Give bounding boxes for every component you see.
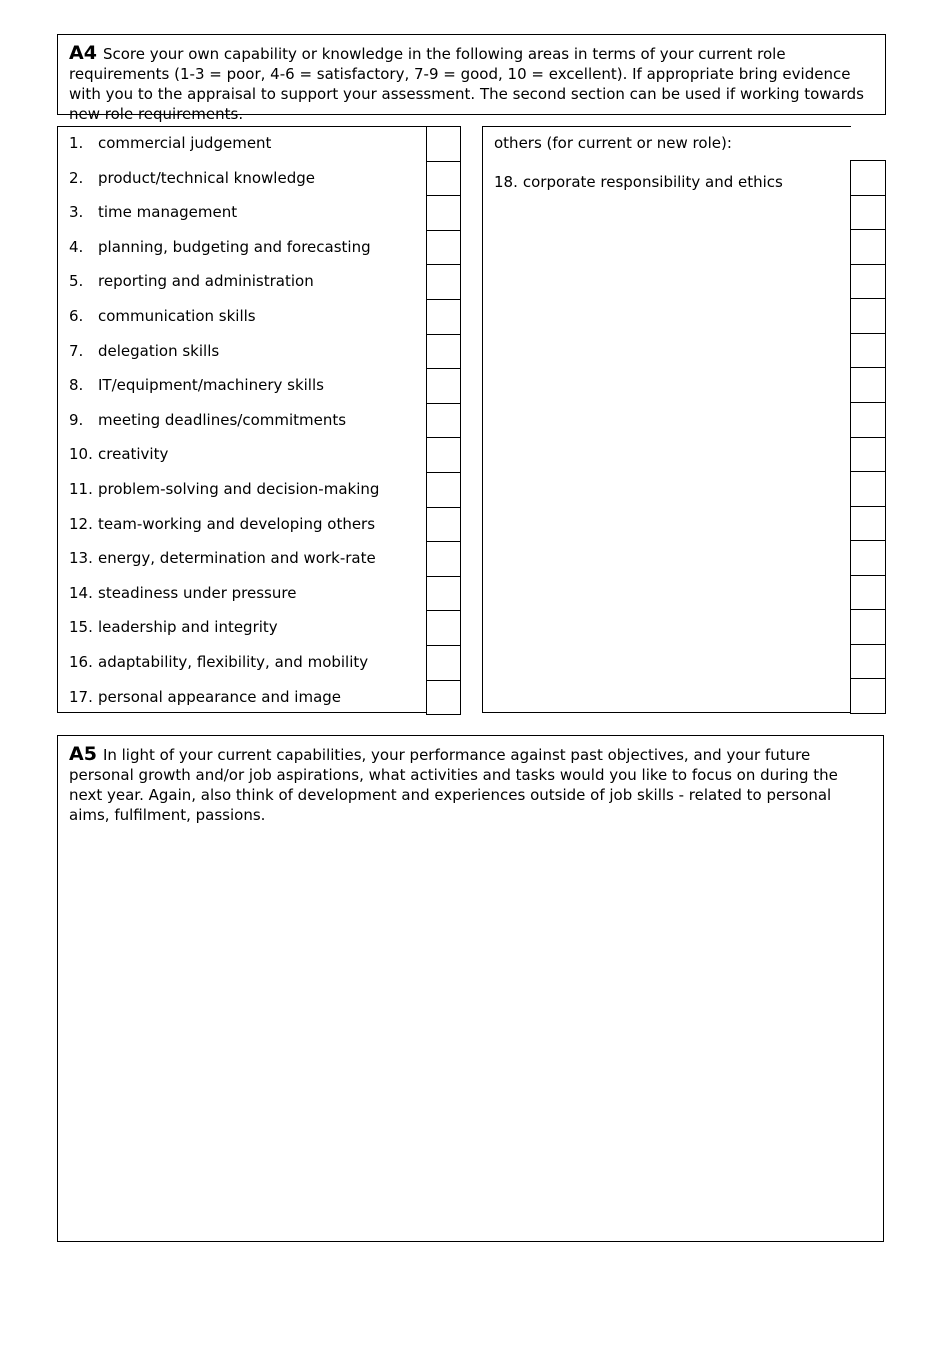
skill-item bbox=[69, 202, 237, 222]
others-score-cell[interactable] bbox=[850, 644, 886, 680]
score-cell[interactable] bbox=[426, 334, 461, 370]
score-cell[interactable] bbox=[426, 610, 461, 646]
a5-instructions-text: In light of your current capabilities, your performance against past objectives, and your future personal growth and/or job aspirations, what activities and tasks would you like to focus on during the next year. Again, also think of development and experiences outside of job skills - related to personal aims, fulfilment, passions. bbox=[69, 746, 838, 824]
others-score-cell[interactable] bbox=[850, 678, 886, 714]
others-score-cell[interactable] bbox=[850, 298, 886, 334]
skill-item-number: 13. bbox=[69, 549, 93, 568]
others-item-number: 18. bbox=[494, 173, 518, 191]
others-score-cell[interactable] bbox=[850, 471, 886, 507]
skill-item bbox=[69, 375, 324, 395]
skill-item-number: 1. bbox=[69, 134, 84, 152]
others-score-cell[interactable] bbox=[850, 264, 886, 300]
score-cell[interactable] bbox=[426, 576, 461, 612]
skill-item bbox=[69, 687, 341, 707]
others-score-cell[interactable] bbox=[850, 437, 886, 473]
score-cell[interactable] bbox=[426, 299, 461, 335]
a4-section-code: A4 bbox=[69, 42, 97, 64]
skill-item bbox=[69, 410, 346, 430]
a5-section-code: A5 bbox=[69, 743, 97, 765]
score-cell[interactable] bbox=[426, 541, 461, 577]
skill-item-label: product/technical knowledge bbox=[98, 168, 315, 187]
score-cell[interactable] bbox=[426, 368, 461, 404]
score-cell[interactable] bbox=[426, 195, 461, 231]
skill-item bbox=[69, 306, 256, 326]
skill-item-number: 5. bbox=[69, 272, 84, 291]
score-cell[interactable] bbox=[426, 472, 461, 508]
skill-item-number: 9. bbox=[69, 410, 84, 429]
skill-item bbox=[69, 133, 271, 153]
skill-item-number: 11. bbox=[69, 480, 93, 498]
skill-item-number: 4. bbox=[69, 237, 84, 256]
others-heading: others (for current or new role): bbox=[494, 134, 732, 152]
skill-item bbox=[69, 514, 375, 534]
skill-item-number: 17. bbox=[69, 687, 93, 706]
skill-item-number: 6. bbox=[69, 307, 84, 325]
others-score-cell[interactable] bbox=[850, 367, 886, 403]
skill-item bbox=[69, 479, 379, 499]
skill-item bbox=[69, 341, 219, 361]
score-cell[interactable] bbox=[426, 161, 461, 197]
a5-instructions bbox=[69, 744, 873, 825]
skill-item-label: planning, budgeting and forecasting bbox=[98, 237, 371, 256]
others-score-cell[interactable] bbox=[850, 506, 886, 542]
skill-item-label: problem-solving and decision-making bbox=[98, 480, 380, 498]
skill-item-label: reporting and administration bbox=[98, 272, 314, 291]
skill-item bbox=[69, 271, 314, 291]
skill-item-label: adaptability, flexibility, and mobility bbox=[98, 653, 369, 671]
score-cell[interactable] bbox=[426, 437, 461, 473]
skill-item-number: 16. bbox=[69, 653, 93, 671]
skill-item bbox=[69, 583, 296, 603]
skill-item-label: steadiness under pressure bbox=[98, 583, 297, 602]
skill-item-number: 2. bbox=[69, 168, 84, 187]
others-score-cell[interactable] bbox=[850, 195, 886, 231]
skill-item bbox=[69, 444, 168, 464]
skill-item-label: delegation skills bbox=[98, 341, 220, 360]
skill-item-number: 3. bbox=[69, 203, 84, 222]
skill-item-number: 8. bbox=[69, 376, 84, 395]
skill-item-label: leadership and integrity bbox=[98, 618, 278, 637]
a5-answer-area[interactable] bbox=[58, 816, 883, 1241]
others-item-label: corporate responsibility and ethics bbox=[522, 173, 783, 191]
skill-item-number: 10. bbox=[69, 445, 93, 464]
skill-item-label: meeting deadlines/commitments bbox=[98, 410, 347, 429]
skill-item-label: IT/equipment/machinery skills bbox=[98, 376, 324, 395]
a5-focus-box bbox=[57, 735, 884, 1242]
skill-item-label: personal appearance and image bbox=[98, 687, 342, 706]
others-score-cell[interactable] bbox=[850, 229, 886, 265]
others-item bbox=[494, 172, 783, 192]
score-cell[interactable] bbox=[426, 680, 461, 716]
score-cell[interactable] bbox=[426, 264, 461, 300]
skill-item-label: creativity bbox=[98, 445, 169, 464]
others-score-cell[interactable] bbox=[850, 402, 886, 438]
skill-item-label: team-working and developing others bbox=[98, 514, 376, 533]
a4-instructions bbox=[69, 43, 875, 124]
skills-score-table bbox=[57, 126, 460, 713]
score-cell[interactable] bbox=[426, 230, 461, 266]
skill-item-label: time management bbox=[98, 203, 238, 222]
skill-item-label: commercial judgement bbox=[98, 134, 272, 152]
skill-item bbox=[69, 237, 371, 257]
others-score-cell[interactable] bbox=[850, 609, 886, 645]
skill-item-number: 14. bbox=[69, 583, 93, 602]
others-score-cell[interactable] bbox=[850, 333, 886, 369]
others-score-cell[interactable] bbox=[850, 540, 886, 576]
skill-item-number: 12. bbox=[69, 514, 93, 533]
skill-item bbox=[69, 168, 315, 188]
skill-item bbox=[69, 548, 376, 568]
skill-item-label: communication skills bbox=[98, 307, 256, 325]
skill-item bbox=[69, 617, 278, 637]
skill-item-label: energy, determination and work-rate bbox=[98, 549, 376, 568]
skill-item-number: 7. bbox=[69, 341, 84, 360]
others-score-cell[interactable] bbox=[850, 160, 886, 196]
a4-instructions-text: Score your own capability or knowledge in the following areas in terms of your current role requirements (1-3 = poor, 4-6 = satisfactory, 7-9 = good, 10 = excellent). If appropriate bring evidence with you to the appraisal to support your assessment. The second section can be used if working towards new role requirements. bbox=[69, 45, 864, 123]
others-table bbox=[482, 126, 851, 713]
score-cell[interactable] bbox=[426, 645, 461, 681]
score-cell[interactable] bbox=[426, 126, 461, 162]
skill-item bbox=[69, 652, 368, 672]
others-score-cell[interactable] bbox=[850, 575, 886, 611]
score-cell[interactable] bbox=[426, 507, 461, 543]
skill-item-number: 15. bbox=[69, 618, 93, 637]
score-cell[interactable] bbox=[426, 403, 461, 439]
a4-instructions-box bbox=[57, 34, 886, 123]
